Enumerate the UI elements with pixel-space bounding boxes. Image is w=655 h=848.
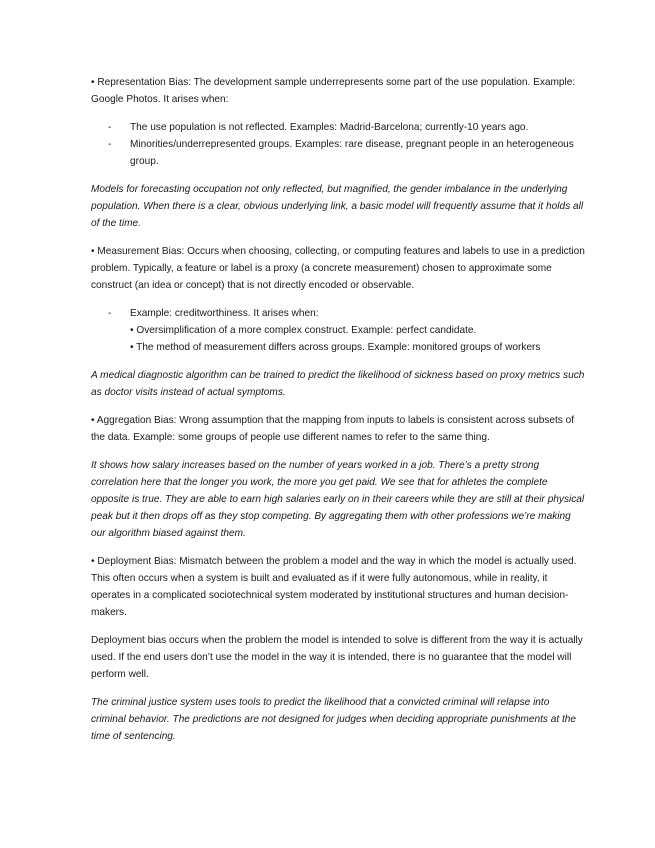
- list-item-text: The use population is not reflected. Examples: Madrid-Barcelona; currently-10 years ago.: [130, 122, 529, 133]
- representation-bias-list: [91, 119, 585, 170]
- dash-bullet: -: [108, 122, 112, 133]
- representation-bias-heading: • Representation Bias: The development sample underrepresents some part of the use population. Example: Google Photos. It arises when:: [91, 77, 576, 105]
- list-item: [91, 305, 585, 356]
- aggregation-bias-example: It shows how salary increases based on the number of years worked in a job. There’s a pretty strong correlation here that the longer you work, the more you get paid. We see that for athletes the complete opposite is true. They are able to earn high salaries early on in their careers while they are still at their physical peak but it then drops off as they stop competing. By aggregating them with other professions we’re making our algorithm biased against them.: [91, 460, 585, 539]
- measurement-bias-heading: • Measurement Bias: Occurs when choosing, collecting, or computing features and labels to use in a prediction problem. Typically, a feature or label is a proxy (a concrete measurement) chosen to approximate some construct (an idea or concept) that is not directly encoded or observable.: [91, 246, 585, 291]
- dash-bullet: -: [108, 139, 112, 150]
- list-item-text: Minorities/underrepresented groups. Examples: rare disease, pregnant people in an heterogeneous group.: [130, 139, 574, 167]
- sub-item: • Oversimplification of a more complex construct. Example: perfect candidate.: [130, 325, 477, 336]
- measurement-bias-list: [91, 305, 585, 356]
- list-item: [91, 119, 585, 136]
- list-item-text: Example: creditworthiness. It arises when:: [130, 308, 319, 319]
- list-item: [91, 136, 585, 170]
- sub-item: • The method of measurement differs across groups. Example: monitored groups of workers: [130, 342, 541, 353]
- aggregation-bias-heading: • Aggregation Bias: Wrong assumption that the mapping from inputs to labels is consistent across subsets of the data. Example: some groups of people use different names to refer to the same thing.: [91, 415, 575, 443]
- measurement-bias-example: A medical diagnostic algorithm can be trained to predict the likelihood of sickness based on proxy metrics such as doctor visits instead of actual symptoms.: [91, 370, 585, 398]
- deployment-bias-heading: • Deployment Bias: Mismatch between the problem a model and the way in which the model is actually used. This often occurs when a system is built and evaluated as if it were fully autonomous, while in reality, it operates in a complicated sociotechnical system moderated by institutional structures and human decision-makers.: [91, 556, 577, 618]
- deployment-bias-explanation: Deployment bias occurs when the problem the model is intended to solve is different from the way it is actually used. If the end users don’t use the model in the way it is intended, there is no guarantee that the model will perform well.: [91, 635, 583, 680]
- representation-bias-example: Models for forecasting occupation not only reflected, but magnified, the gender imbalance in the underlying population. When there is a clear, obvious underlying link, a basic model will frequently assume that it holds all of the time.: [91, 184, 584, 229]
- dash-bullet: -: [108, 308, 112, 319]
- deployment-bias-example: The criminal justice system uses tools to predict the likelihood that a convicted criminal will relapse into criminal behavior. The predictions are not designed for judges when deciding appropriate punishments at the time of sentencing.: [91, 697, 576, 742]
